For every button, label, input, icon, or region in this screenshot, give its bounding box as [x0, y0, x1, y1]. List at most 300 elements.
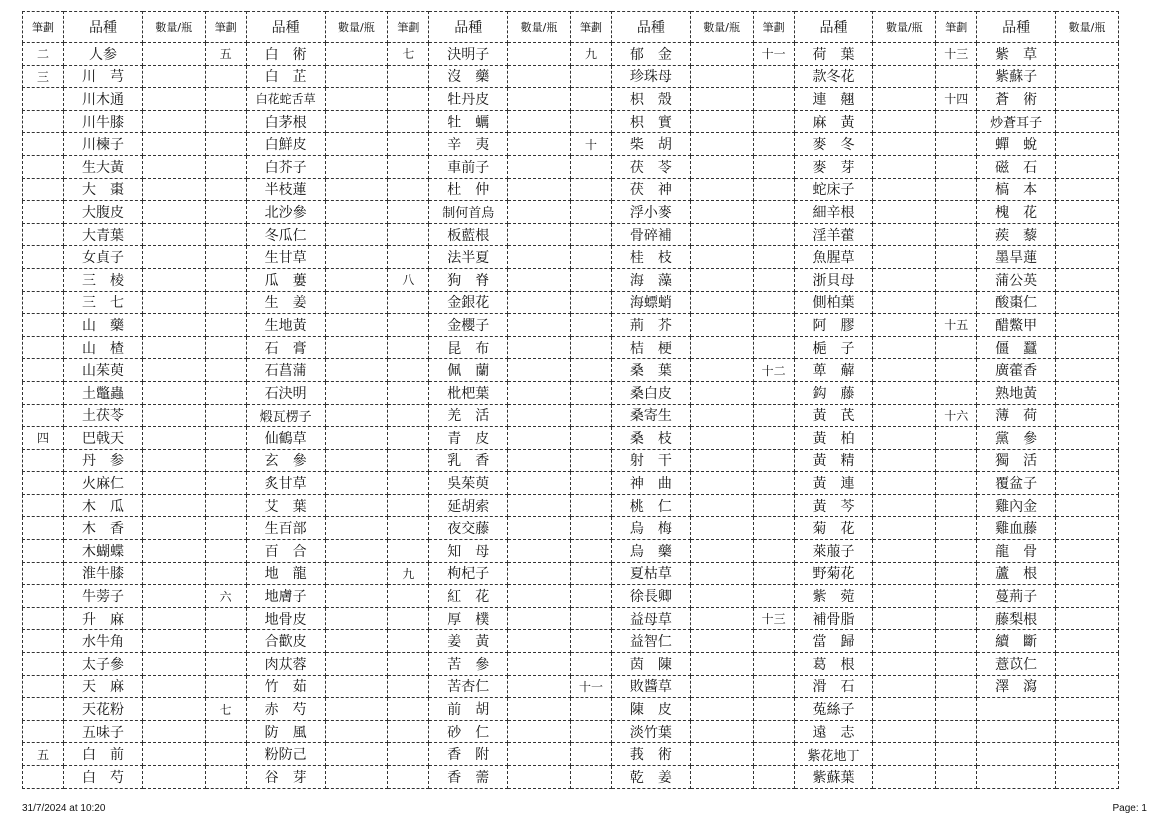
- stroke-count-cell: [388, 404, 429, 427]
- table-row: [23, 223, 1119, 246]
- quantity-cell[interactable]: [508, 675, 571, 698]
- quantity-cell[interactable]: [142, 720, 205, 743]
- stroke-count-cell: [570, 607, 611, 630]
- stroke-count-cell: [753, 494, 794, 517]
- table-row: [23, 562, 1119, 585]
- quantity-cell[interactable]: [873, 720, 936, 743]
- herb-name-cell: 款冬花: [794, 65, 873, 88]
- quantity-cell[interactable]: [873, 291, 936, 314]
- quantity-cell[interactable]: [325, 268, 388, 291]
- quantity-cell[interactable]: [325, 65, 388, 88]
- quantity-cell[interactable]: [142, 585, 205, 608]
- herb-name-cell: 升 麻: [64, 607, 143, 630]
- quantity-cell[interactable]: [142, 562, 205, 585]
- quantity-cell[interactable]: [142, 607, 205, 630]
- quantity-cell[interactable]: [1056, 133, 1119, 156]
- quantity-cell[interactable]: [1056, 155, 1119, 178]
- quantity-cell[interactable]: [690, 246, 753, 269]
- quantity-cell[interactable]: [690, 268, 753, 291]
- quantity-cell[interactable]: [690, 630, 753, 653]
- quantity-cell[interactable]: [873, 630, 936, 653]
- quantity-cell[interactable]: [1056, 585, 1119, 608]
- quantity-cell[interactable]: [142, 675, 205, 698]
- quantity-cell[interactable]: [1056, 427, 1119, 450]
- quantity-cell[interactable]: [873, 540, 936, 563]
- name-header: 品種: [246, 12, 325, 43]
- stroke-count-cell: [388, 314, 429, 337]
- quantity-cell[interactable]: [873, 246, 936, 269]
- quantity-cell[interactable]: [325, 178, 388, 201]
- quantity-cell[interactable]: [873, 698, 936, 721]
- quantity-cell[interactable]: [142, 381, 205, 404]
- herb-name-cell: 生甘草: [246, 246, 325, 269]
- quantity-cell[interactable]: [1056, 517, 1119, 540]
- quantity-cell[interactable]: [1056, 246, 1119, 269]
- quantity-cell[interactable]: [690, 110, 753, 133]
- table-row: [23, 155, 1119, 178]
- herb-name-cell: 人参: [64, 43, 143, 66]
- quantity-cell[interactable]: [1056, 359, 1119, 382]
- table-row: [23, 88, 1119, 111]
- quantity-cell[interactable]: [325, 449, 388, 472]
- quantity-cell[interactable]: [508, 449, 571, 472]
- quantity-cell[interactable]: [508, 43, 571, 66]
- herb-name-cell: 荷 葉: [794, 43, 873, 66]
- quantity-cell[interactable]: [508, 359, 571, 382]
- quantity-cell[interactable]: [142, 743, 205, 766]
- table-row: [23, 743, 1119, 766]
- quantity-cell[interactable]: [690, 472, 753, 495]
- quantity-cell[interactable]: [1056, 404, 1119, 427]
- quantity-cell[interactable]: [142, 449, 205, 472]
- quantity-cell[interactable]: [690, 291, 753, 314]
- print-timestamp: 31/7/2024 at 10:20: [22, 803, 106, 814]
- stroke-count-cell: [205, 540, 246, 563]
- stroke-count-cell: [570, 268, 611, 291]
- herb-name-cell: 山 楂: [64, 336, 143, 359]
- quantity-cell[interactable]: [325, 43, 388, 66]
- quantity-cell[interactable]: [1056, 381, 1119, 404]
- quantity-cell[interactable]: [873, 65, 936, 88]
- herb-name-cell: 白 芍: [64, 766, 143, 789]
- quantity-cell[interactable]: [690, 720, 753, 743]
- quantity-cell[interactable]: [690, 494, 753, 517]
- stroke-count-cell: [570, 743, 611, 766]
- quantity-cell[interactable]: [873, 517, 936, 540]
- name-header: 品種: [64, 12, 143, 43]
- stroke-header: 筆劃: [205, 12, 246, 43]
- quantity-cell[interactable]: [690, 675, 753, 698]
- quantity-cell[interactable]: [873, 336, 936, 359]
- stroke-count-cell: [753, 110, 794, 133]
- quantity-cell[interactable]: [142, 472, 205, 495]
- quantity-cell[interactable]: [508, 65, 571, 88]
- quantity-cell[interactable]: [325, 607, 388, 630]
- quantity-cell[interactable]: [508, 246, 571, 269]
- herb-name-cell: 制何首烏: [429, 201, 508, 224]
- quantity-cell[interactable]: [508, 268, 571, 291]
- table-row: [23, 720, 1119, 743]
- quantity-cell[interactable]: [1056, 314, 1119, 337]
- quantity-cell[interactable]: [690, 766, 753, 789]
- herb-name-cell: 細辛根: [794, 201, 873, 224]
- quantity-cell[interactable]: [873, 472, 936, 495]
- quantity-cell[interactable]: [690, 178, 753, 201]
- stroke-count-cell: [936, 291, 977, 314]
- quantity-cell[interactable]: [690, 698, 753, 721]
- quantity-cell[interactable]: [325, 494, 388, 517]
- herb-name-cell: 生 姜: [246, 291, 325, 314]
- stroke-count-cell: [936, 540, 977, 563]
- herb-name-cell: 金櫻子: [429, 314, 508, 337]
- quantity-cell[interactable]: [1056, 268, 1119, 291]
- stroke-count-cell: [388, 381, 429, 404]
- quantity-cell[interactable]: [142, 178, 205, 201]
- herb-name-cell: 五味子: [64, 720, 143, 743]
- quantity-cell[interactable]: [1056, 562, 1119, 585]
- table-row: [23, 698, 1119, 721]
- quantity-cell[interactable]: [1056, 223, 1119, 246]
- stroke-count-cell: [570, 653, 611, 676]
- herb-name-cell: 女貞子: [64, 246, 143, 269]
- herb-name-cell: 麥 冬: [794, 133, 873, 156]
- herb-name-cell: 紫花地丁: [794, 743, 873, 766]
- quantity-cell[interactable]: [325, 427, 388, 450]
- quantity-cell[interactable]: [873, 404, 936, 427]
- herb-name-cell: 夜交藤: [429, 517, 508, 540]
- quantity-cell[interactable]: [873, 381, 936, 404]
- quantity-cell[interactable]: [325, 675, 388, 698]
- quantity-cell[interactable]: [142, 630, 205, 653]
- quantity-cell[interactable]: [873, 155, 936, 178]
- quantity-cell[interactable]: [690, 133, 753, 156]
- quantity-cell[interactable]: [873, 449, 936, 472]
- quantity-cell[interactable]: [690, 201, 753, 224]
- herb-name-cell: 白 前: [64, 743, 143, 766]
- stroke-count-cell: [388, 494, 429, 517]
- quantity-cell[interactable]: [142, 698, 205, 721]
- quantity-cell[interactable]: [325, 562, 388, 585]
- stroke-count-cell: [205, 743, 246, 766]
- quantity-cell[interactable]: [508, 494, 571, 517]
- quantity-cell[interactable]: [690, 314, 753, 337]
- stroke-count-cell: [753, 246, 794, 269]
- quantity-cell[interactable]: [690, 155, 753, 178]
- quantity-cell[interactable]: [873, 314, 936, 337]
- stroke-count-cell: [205, 472, 246, 495]
- quantity-cell[interactable]: [873, 743, 936, 766]
- quantity-cell[interactable]: [508, 562, 571, 585]
- quantity-cell[interactable]: [325, 133, 388, 156]
- herb-name-cell: 蟬 蛻: [977, 133, 1056, 156]
- herb-name-cell: 決明子: [429, 43, 508, 66]
- quantity-cell[interactable]: [1056, 607, 1119, 630]
- quantity-cell[interactable]: [508, 223, 571, 246]
- quantity-cell[interactable]: [690, 223, 753, 246]
- quantity-cell[interactable]: [1056, 494, 1119, 517]
- quantity-cell[interactable]: [508, 720, 571, 743]
- quantity-cell[interactable]: [1056, 653, 1119, 676]
- quantity-cell[interactable]: [508, 743, 571, 766]
- herb-name-cell: 川木通: [64, 88, 143, 111]
- quantity-cell[interactable]: [690, 404, 753, 427]
- quantity-cell[interactable]: [325, 291, 388, 314]
- herb-name-cell: 黃 精: [794, 449, 873, 472]
- quantity-cell[interactable]: [690, 653, 753, 676]
- quantity-cell[interactable]: [690, 336, 753, 359]
- stroke-count-cell: [936, 246, 977, 269]
- quantity-cell[interactable]: [690, 517, 753, 540]
- stroke-count-cell: [936, 630, 977, 653]
- quantity-cell[interactable]: [142, 268, 205, 291]
- quantity-cell[interactable]: [508, 314, 571, 337]
- quantity-cell[interactable]: [873, 88, 936, 111]
- herb-name-cell: [977, 720, 1056, 743]
- quantity-cell[interactable]: [508, 517, 571, 540]
- quantity-cell[interactable]: [873, 110, 936, 133]
- stroke-count-cell: [23, 607, 64, 630]
- quantity-cell[interactable]: [142, 43, 205, 66]
- quantity-cell[interactable]: [325, 314, 388, 337]
- quantity-cell[interactable]: [873, 562, 936, 585]
- quantity-cell[interactable]: [325, 201, 388, 224]
- quantity-cell[interactable]: [142, 155, 205, 178]
- quantity-cell[interactable]: [690, 43, 753, 66]
- table-row: [23, 494, 1119, 517]
- quantity-cell[interactable]: [873, 585, 936, 608]
- quantity-cell[interactable]: [1056, 720, 1119, 743]
- quantity-cell[interactable]: [142, 766, 205, 789]
- quantity-cell[interactable]: [325, 585, 388, 608]
- quantity-cell[interactable]: [873, 359, 936, 382]
- herb-name-cell: 天花粉: [64, 698, 143, 721]
- herb-name-cell: 桔 梗: [612, 336, 691, 359]
- quantity-cell[interactable]: [690, 607, 753, 630]
- quantity-cell[interactable]: [325, 223, 388, 246]
- table-row: [23, 65, 1119, 88]
- herb-name-cell: 野菊花: [794, 562, 873, 585]
- stroke-count-cell: [753, 88, 794, 111]
- quantity-cell[interactable]: [690, 449, 753, 472]
- quantity-cell[interactable]: [508, 607, 571, 630]
- quantity-cell[interactable]: [873, 607, 936, 630]
- quantity-cell[interactable]: [873, 133, 936, 156]
- stroke-count-cell: [23, 246, 64, 269]
- quantity-cell[interactable]: [690, 562, 753, 585]
- stroke-count-cell: [205, 246, 246, 269]
- quantity-cell[interactable]: [142, 404, 205, 427]
- quantity-cell[interactable]: [508, 110, 571, 133]
- quantity-cell[interactable]: [873, 653, 936, 676]
- stroke-count-cell: [205, 155, 246, 178]
- herb-name-cell: 龍 骨: [977, 540, 1056, 563]
- quantity-cell[interactable]: [873, 427, 936, 450]
- quantity-cell[interactable]: [142, 427, 205, 450]
- herb-name-cell: 三 七: [64, 291, 143, 314]
- qty-header: 數量/瓶: [325, 12, 388, 43]
- herb-name-cell: 蔓荊子: [977, 585, 1056, 608]
- quantity-cell[interactable]: [690, 88, 753, 111]
- quantity-cell[interactable]: [1056, 630, 1119, 653]
- quantity-cell[interactable]: [1056, 698, 1119, 721]
- quantity-cell[interactable]: [508, 404, 571, 427]
- quantity-cell[interactable]: [325, 88, 388, 111]
- stroke-count-cell: [753, 65, 794, 88]
- quantity-cell[interactable]: [1056, 766, 1119, 789]
- quantity-cell[interactable]: [873, 223, 936, 246]
- quantity-cell[interactable]: [508, 201, 571, 224]
- quantity-cell[interactable]: [1056, 472, 1119, 495]
- stroke-count-cell: [23, 314, 64, 337]
- quantity-cell[interactable]: [325, 472, 388, 495]
- header-row: [23, 12, 1119, 43]
- herb-name-cell: 海螵蛸: [612, 291, 691, 314]
- quantity-cell[interactable]: [142, 246, 205, 269]
- quantity-cell[interactable]: [508, 585, 571, 608]
- quantity-cell[interactable]: [873, 178, 936, 201]
- herb-name-cell: 浮小麥: [612, 201, 691, 224]
- quantity-cell[interactable]: [1056, 88, 1119, 111]
- stroke-count-cell: [23, 268, 64, 291]
- quantity-cell[interactable]: [142, 314, 205, 337]
- quantity-cell[interactable]: [325, 246, 388, 269]
- quantity-cell[interactable]: [873, 268, 936, 291]
- herb-name-cell: 土茯苓: [64, 404, 143, 427]
- quantity-cell[interactable]: [325, 404, 388, 427]
- stroke-count-cell: [753, 404, 794, 427]
- herb-name-cell: 蘆 根: [977, 562, 1056, 585]
- stroke-count-cell: [205, 449, 246, 472]
- quantity-cell[interactable]: [1056, 65, 1119, 88]
- quantity-cell[interactable]: [508, 336, 571, 359]
- quantity-cell[interactable]: [508, 472, 571, 495]
- quantity-cell[interactable]: [690, 585, 753, 608]
- quantity-cell[interactable]: [1056, 449, 1119, 472]
- quantity-cell[interactable]: [508, 155, 571, 178]
- stroke-count-cell: [753, 766, 794, 789]
- herb-name-cell: 延胡索: [429, 494, 508, 517]
- herb-name-cell: 三 棱: [64, 268, 143, 291]
- table-row: [23, 314, 1119, 337]
- quantity-cell[interactable]: [690, 381, 753, 404]
- quantity-cell[interactable]: [142, 88, 205, 111]
- quantity-cell[interactable]: [1056, 675, 1119, 698]
- quantity-cell[interactable]: [690, 359, 753, 382]
- herb-name-cell: 姜 黃: [429, 630, 508, 653]
- quantity-cell[interactable]: [142, 65, 205, 88]
- quantity-cell[interactable]: [325, 359, 388, 382]
- quantity-cell[interactable]: [325, 743, 388, 766]
- quantity-cell[interactable]: [508, 630, 571, 653]
- quantity-cell[interactable]: [325, 155, 388, 178]
- quantity-cell[interactable]: [325, 630, 388, 653]
- quantity-cell[interactable]: [325, 336, 388, 359]
- herb-name-cell: 生地黃: [246, 314, 325, 337]
- quantity-cell[interactable]: [142, 517, 205, 540]
- herb-name-cell: 郁 金: [612, 43, 691, 66]
- stroke-count-cell: [23, 585, 64, 608]
- stroke-count-cell: [570, 88, 611, 111]
- herb-name-cell: 萆 薢: [794, 359, 873, 382]
- quantity-cell[interactable]: [325, 540, 388, 563]
- quantity-cell[interactable]: [508, 766, 571, 789]
- quantity-cell[interactable]: [873, 201, 936, 224]
- quantity-cell[interactable]: [142, 540, 205, 563]
- quantity-cell[interactable]: [142, 201, 205, 224]
- quantity-cell[interactable]: [142, 336, 205, 359]
- quantity-cell[interactable]: [508, 88, 571, 111]
- stroke-count-cell: [570, 223, 611, 246]
- herb-name-cell: 炙甘草: [246, 472, 325, 495]
- quantity-cell[interactable]: [508, 381, 571, 404]
- herb-name-cell: 熟地黃: [977, 381, 1056, 404]
- quantity-cell[interactable]: [873, 494, 936, 517]
- quantity-cell[interactable]: [873, 675, 936, 698]
- quantity-cell[interactable]: [508, 540, 571, 563]
- quantity-cell[interactable]: [325, 110, 388, 133]
- quantity-cell[interactable]: [508, 427, 571, 450]
- quantity-cell[interactable]: [325, 698, 388, 721]
- quantity-cell[interactable]: [325, 720, 388, 743]
- quantity-cell[interactable]: [1056, 43, 1119, 66]
- quantity-cell[interactable]: [325, 653, 388, 676]
- quantity-cell[interactable]: [142, 653, 205, 676]
- herb-name-cell: 白鮮皮: [246, 133, 325, 156]
- quantity-cell[interactable]: [1056, 178, 1119, 201]
- stroke-count-cell: [753, 562, 794, 585]
- stroke-count-cell: [205, 336, 246, 359]
- herb-name-cell: 香 附: [429, 743, 508, 766]
- quantity-cell[interactable]: [690, 743, 753, 766]
- quantity-cell[interactable]: [873, 43, 936, 66]
- quantity-cell[interactable]: [690, 427, 753, 450]
- stroke-count-cell: [936, 517, 977, 540]
- quantity-cell[interactable]: [1056, 110, 1119, 133]
- quantity-cell[interactable]: [325, 517, 388, 540]
- quantity-cell[interactable]: [508, 133, 571, 156]
- quantity-cell[interactable]: [690, 65, 753, 88]
- stroke-count-cell: [23, 404, 64, 427]
- quantity-cell[interactable]: [690, 540, 753, 563]
- herb-name-cell: 赤 芍: [246, 698, 325, 721]
- quantity-cell[interactable]: [142, 133, 205, 156]
- quantity-cell[interactable]: [873, 766, 936, 789]
- quantity-cell[interactable]: [1056, 291, 1119, 314]
- quantity-cell[interactable]: [1056, 743, 1119, 766]
- quantity-cell[interactable]: [1056, 201, 1119, 224]
- stroke-count-cell: [205, 562, 246, 585]
- quantity-cell[interactable]: [508, 178, 571, 201]
- quantity-cell[interactable]: [1056, 336, 1119, 359]
- quantity-cell[interactable]: [142, 223, 205, 246]
- stroke-count-cell: [936, 720, 977, 743]
- herb-name-cell: 菊 花: [794, 517, 873, 540]
- herb-name-cell: 黨 參: [977, 427, 1056, 450]
- quantity-cell[interactable]: [1056, 540, 1119, 563]
- quantity-cell[interactable]: [142, 110, 205, 133]
- quantity-cell[interactable]: [508, 698, 571, 721]
- quantity-cell[interactable]: [142, 291, 205, 314]
- herb-name-cell: 雞血藤: [977, 517, 1056, 540]
- stroke-count-cell: [753, 336, 794, 359]
- quantity-cell[interactable]: [508, 291, 571, 314]
- quantity-cell[interactable]: [142, 494, 205, 517]
- quantity-cell[interactable]: [325, 766, 388, 789]
- quantity-cell[interactable]: [142, 359, 205, 382]
- stroke-count-cell: [936, 110, 977, 133]
- quantity-cell[interactable]: [325, 381, 388, 404]
- quantity-cell[interactable]: [508, 653, 571, 676]
